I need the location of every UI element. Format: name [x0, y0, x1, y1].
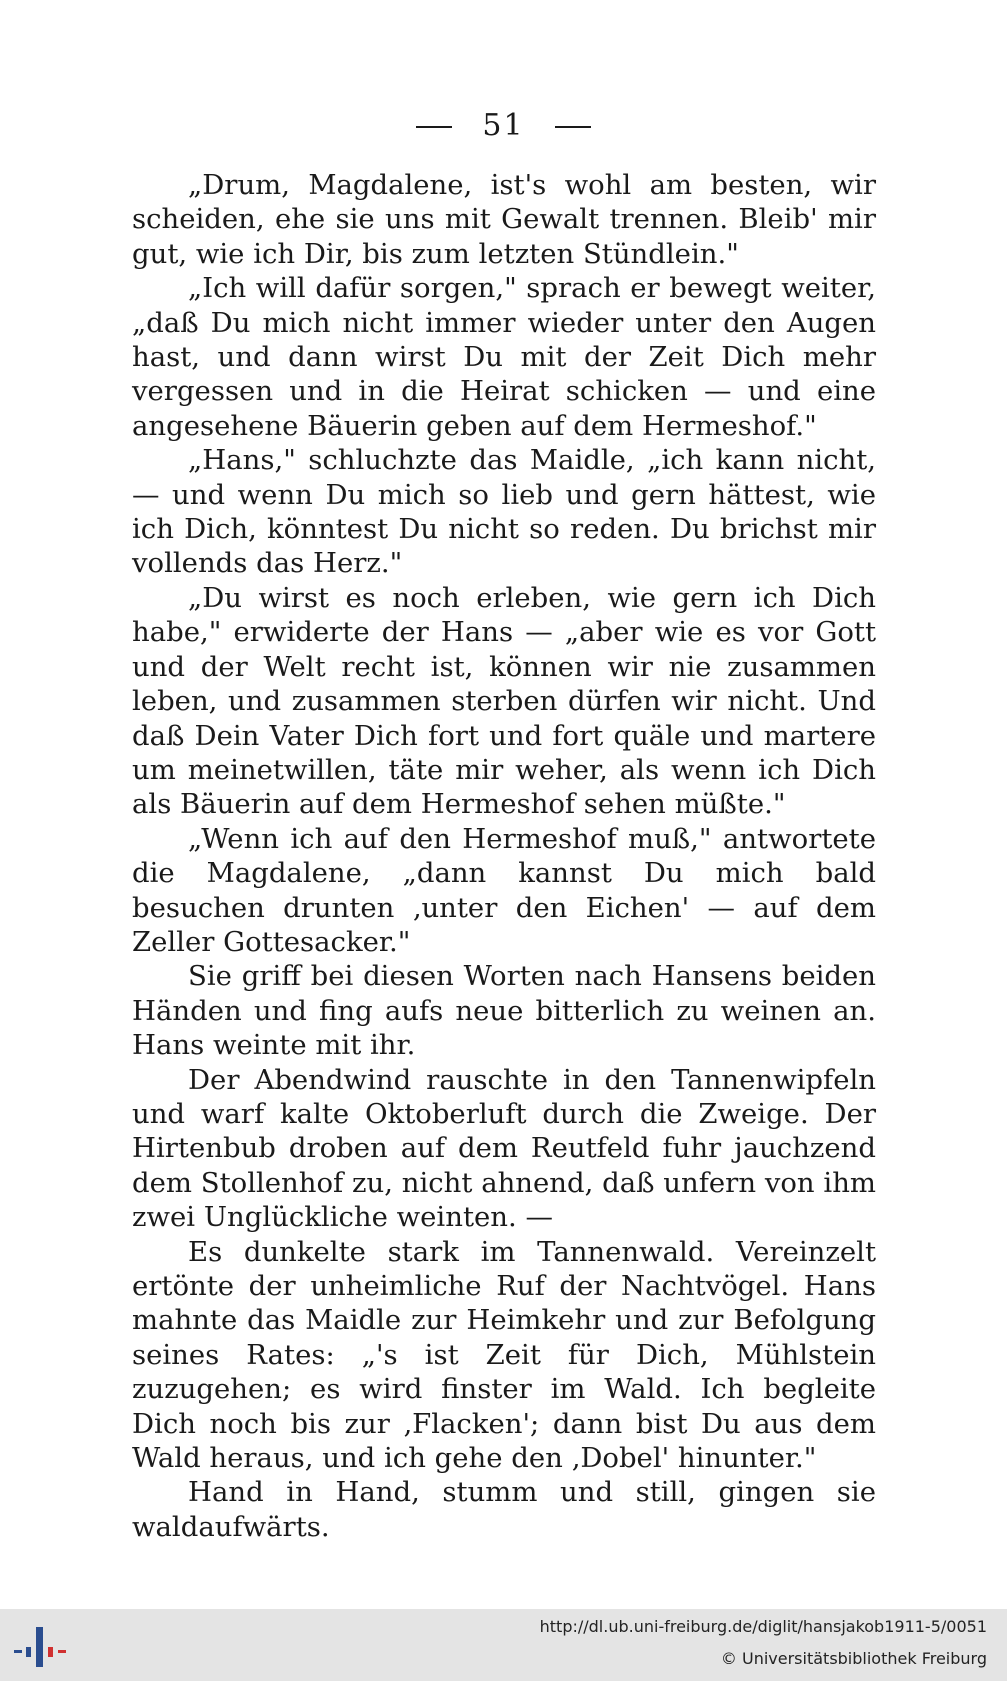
paragraph: „Hans," schluchzte das Maidle, „ich kann nicht, — und wenn Du mich so lieb und gern hättest, wie ich Dich, könntest Du nicht so reden. Du brichst mir vollends das Herz." — [132, 444, 876, 580]
paragraph: „Wenn ich auf den Hermeshof muß," antwortete die Magdalene, „dann kannst Du mich bald besuchen drunten ‚unter den Eichen' — auf dem Zeller Gottesacker." — [132, 822, 876, 958]
paragraph: Hand in Hand, stumm und still, gingen sie waldaufwärts. — [132, 1476, 876, 1543]
ub-freiburg-logo-icon — [14, 1625, 66, 1669]
paragraph: Der Abendwind rauschte in den Tannenwipfeln und warf kalte Oktoberluft durch die Zweige. Der Hirtenbub droben auf dem Reutfeld fuhr jauchzend dem Stollenhof zu, nicht ahnend, daß unfern von ihm zwei Unglückliche weinten. — — [132, 1063, 876, 1234]
footer-bar — [0, 1609, 1007, 1681]
header-dash-right — [555, 126, 591, 128]
page-header — [0, 108, 1007, 143]
paragraph: Es dunkelte stark im Tannenwald. Vereinzelt ertönte der unheimliche Ruf der Nachtvögel. Hans mahnte das Maidle zur Heimkehr und zur Befolgung seines Rates: „'s ist Zeit für Dich, Mühlstein zuzugehen; es wird finster im Wald. Ich begleite Dich noch bis zur ‚Flacken'; dann bist Du aus dem Wald heraus, und ich gehe den ‚Dobel' hinunter." — [132, 1235, 876, 1475]
page-number: 51 — [482, 108, 525, 143]
paragraph: „Du wirst es noch erleben, wie gern ich Dich habe," erwiderte der Hans — „aber wie es vor Gott und der Welt recht ist, können wir nie zusammen leben, und zusammen sterben dürfen wir nicht. Und daß Dein Vater Dich fort und fort quäle und martere um meinetwillen, täte mir weher, als wenn ich Dich als Bäuerin auf dem Hermeshof sehen müßte." — [132, 581, 876, 821]
paragraph: Sie griff bei diesen Worten nach Hansens beiden Händen und fing aufs neue bitterlich zu weinen an. Hans weinte mit ihr. — [132, 960, 876, 1062]
body-text — [132, 168, 876, 1544]
paragraph: „Drum, Magdalene, ist's wohl am besten, wir scheiden, ehe sie uns mit Gewalt trennen. Bleib' mir gut, wie ich Dir, bis zum letzten Stündlein." — [132, 169, 876, 270]
footer-url-link[interactable]: http://dl.ub.uni-freiburg.de/diglit/hansjakob1911-5/0051 — [539, 1617, 987, 1636]
header-dash-left — [416, 126, 452, 128]
footer-copyright: © Universitätsbibliothek Freiburg — [720, 1649, 987, 1668]
paragraph: „Ich will dafür sorgen," sprach er bewegt weiter, „daß Du mich nicht immer wieder unter den Augen hast, und dann wirst Du mit der Zeit Dich mehr vergessen und in die Heirat schicken — und eine angesehene Bäuerin geben auf dem Hermeshof." — [132, 272, 876, 442]
